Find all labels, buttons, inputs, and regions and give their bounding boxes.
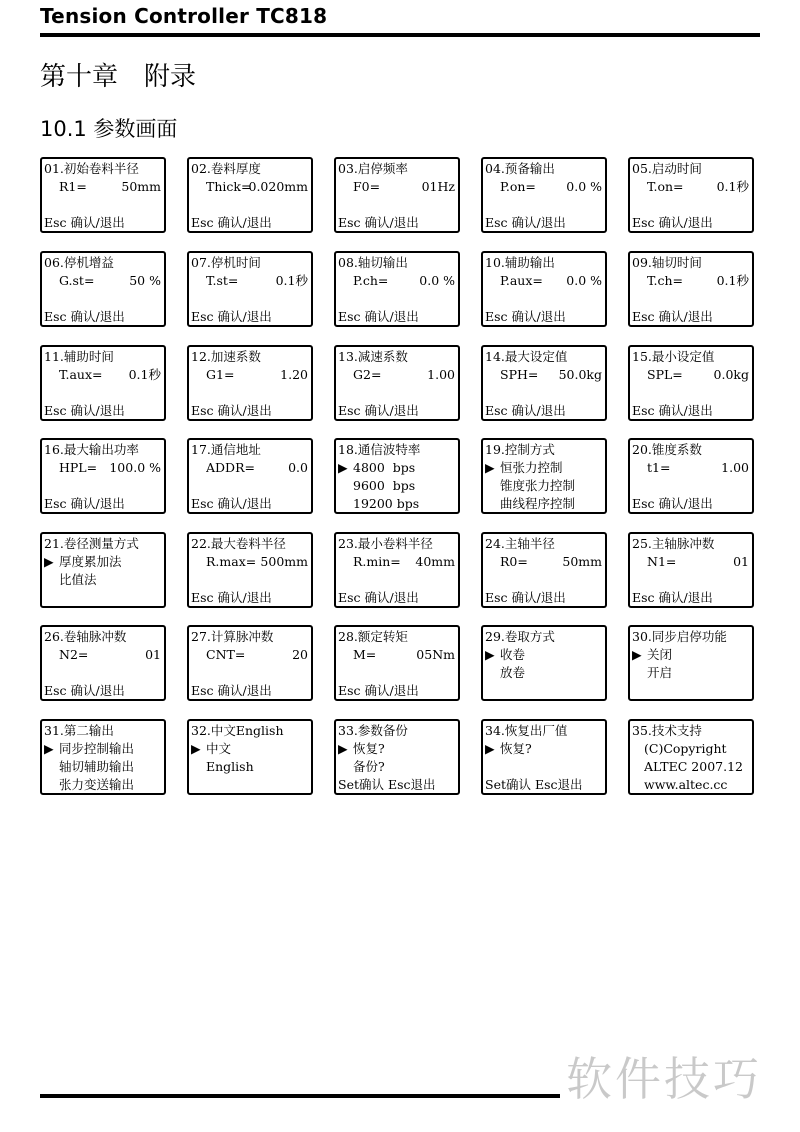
screen-footer: Esc 确认/退出	[632, 496, 713, 511]
option-label: 锥度张力控制	[500, 478, 576, 493]
parameter-line	[647, 178, 749, 196]
option-label: 恒张力控制	[500, 460, 563, 475]
option-line	[44, 758, 161, 776]
parameter-label: P.ch=	[353, 273, 389, 288]
screen-title: 09.轴切时间	[632, 255, 702, 270]
parameter-value: 50 %	[129, 273, 161, 288]
screen-title: 35.技术支持	[632, 723, 702, 738]
info-line: www.altec.cc	[644, 777, 728, 792]
parameter-label: P.on=	[500, 179, 536, 194]
parameter-value: 0.0kg	[713, 367, 749, 382]
parameter-screen	[334, 157, 460, 233]
screen-title: 26.卷轴脉冲数	[44, 629, 127, 644]
selection-arrow-icon: ▶	[44, 554, 54, 569]
parameter-line	[500, 366, 602, 384]
parameter-line	[647, 272, 749, 290]
screen-title: 27.计算脉冲数	[191, 629, 274, 644]
header-rule	[40, 33, 760, 37]
selection-arrow-icon: ▶	[485, 741, 495, 756]
parameter-label: N2=	[59, 647, 89, 662]
selection-arrow-icon: ▶	[44, 741, 54, 756]
option-label: 关闭	[647, 647, 673, 662]
parameter-value: 01	[145, 647, 161, 662]
screen-title: 21.卷径测量方式	[44, 536, 139, 551]
screen-title: 32.中文English	[191, 723, 284, 738]
parameter-label: SPH=	[500, 367, 539, 382]
parameter-line	[59, 646, 161, 664]
parameter-screen	[481, 719, 607, 795]
option-label: English	[206, 759, 254, 774]
parameter-screen	[187, 532, 313, 608]
parameter-line	[59, 272, 161, 290]
chapter-title: 第十章 附录	[40, 62, 197, 92]
screen-footer: Esc 确认/退出	[338, 215, 419, 230]
parameter-screen	[481, 625, 607, 701]
option-line	[44, 740, 161, 758]
option-line	[191, 758, 308, 776]
screen-title: 25.主轴脉冲数	[632, 536, 715, 551]
screen-title: 19.控制方式	[485, 442, 555, 457]
selection-arrow-icon: ▶	[338, 741, 348, 756]
screen-title: 28.额定转矩	[338, 629, 408, 644]
screen-title: 18.通信波特率	[338, 442, 421, 457]
screen-title: 29.卷取方式	[485, 629, 555, 644]
parameter-screen	[187, 157, 313, 233]
parameter-value: 100.0 %	[109, 460, 161, 475]
parameter-screen	[628, 625, 754, 701]
screen-title: 24.主轴半径	[485, 536, 555, 551]
option-label: 厚度累加法	[59, 554, 122, 569]
screen-footer: Esc 确认/退出	[485, 590, 566, 605]
screen-title: 13.减速系数	[338, 349, 408, 364]
parameter-screen	[40, 532, 166, 608]
parameter-line	[59, 178, 161, 196]
screen-title: 02.卷料厚度	[191, 161, 261, 176]
screen-footer: Esc 确认/退出	[191, 215, 272, 230]
screen-title: 30.同步启停功能	[632, 629, 727, 644]
parameter-screen-grid	[40, 157, 764, 807]
option-label: 恢复?	[500, 741, 532, 756]
parameter-line	[353, 646, 455, 664]
parameter-line	[206, 366, 308, 384]
screen-footer: Esc 确认/退出	[632, 215, 713, 230]
screen-footer: Set确认 Esc退出	[485, 777, 583, 792]
screen-footer: Esc 确认/退出	[191, 496, 272, 511]
selection-arrow-icon: ▶	[485, 647, 495, 662]
parameter-value: 50.0kg	[558, 367, 602, 382]
option-line	[44, 571, 161, 589]
screen-title: 23.最小卷料半径	[338, 536, 433, 551]
option-line	[44, 553, 161, 571]
parameter-screen	[481, 532, 607, 608]
screen-title: 10.辅助输出	[485, 255, 555, 270]
parameter-screen	[628, 532, 754, 608]
option-label: 张力变送输出	[59, 777, 135, 792]
parameter-value: 20	[292, 647, 308, 662]
screen-footer: Esc 确认/退出	[191, 590, 272, 605]
footer-rule	[40, 1094, 560, 1098]
option-line	[632, 664, 749, 682]
selection-arrow-icon: ▶	[485, 460, 495, 475]
parameter-line	[206, 646, 308, 664]
parameter-screen	[334, 251, 460, 327]
parameter-screen	[187, 251, 313, 327]
watermark: 软件技巧	[566, 1052, 762, 1106]
parameter-line	[353, 178, 455, 196]
parameter-line	[59, 459, 161, 477]
parameter-screen	[628, 157, 754, 233]
screen-footer: Esc 确认/退出	[191, 403, 272, 418]
parameter-line	[353, 553, 455, 571]
screen-footer: Esc 确认/退出	[191, 309, 272, 324]
screen-title: 05.启动时间	[632, 161, 702, 176]
screen-footer: Esc 确认/退出	[44, 683, 125, 698]
screen-title: 34.恢复出厂值	[485, 723, 568, 738]
parameter-label: T.aux=	[59, 367, 103, 382]
option-label: 中文	[206, 741, 232, 756]
parameter-label: Thick=	[206, 179, 252, 194]
parameter-line	[206, 178, 308, 196]
parameter-label: T.ch=	[647, 273, 683, 288]
parameter-line	[500, 178, 602, 196]
option-label: 19200 bps	[353, 496, 420, 511]
parameter-value: 40mm	[415, 554, 455, 569]
parameter-label: M=	[353, 647, 377, 662]
option-line	[485, 459, 602, 477]
parameter-label: R0=	[500, 554, 528, 569]
parameter-screen	[628, 251, 754, 327]
parameter-value: 0.0 %	[566, 273, 602, 288]
option-line	[338, 740, 455, 758]
option-label: 收卷	[500, 647, 526, 662]
parameter-label: G1=	[206, 367, 235, 382]
parameter-line	[647, 366, 749, 384]
option-line	[485, 495, 602, 513]
screen-title: 20.锥度系数	[632, 442, 702, 457]
parameter-line	[59, 366, 161, 384]
parameter-line	[353, 366, 455, 384]
parameter-value: 50mm	[562, 554, 602, 569]
screen-title: 33.参数备份	[338, 723, 408, 738]
parameter-label: R.min=	[353, 554, 401, 569]
screen-footer: Esc 确认/退出	[191, 683, 272, 698]
option-label: 开启	[647, 665, 673, 680]
parameter-label: T.on=	[647, 179, 684, 194]
parameter-screen	[187, 438, 313, 514]
parameter-screen	[481, 438, 607, 514]
parameter-label: HPL=	[59, 460, 98, 475]
screen-title: 22.最大卷料半径	[191, 536, 286, 551]
screen-footer: Esc 确认/退出	[632, 309, 713, 324]
parameter-screen	[40, 438, 166, 514]
selection-arrow-icon: ▶	[338, 460, 348, 475]
screen-title: 07.停机时间	[191, 255, 261, 270]
option-label: 9600 bps	[353, 478, 416, 493]
screen-footer: Esc 确认/退出	[485, 309, 566, 324]
option-line	[485, 477, 602, 495]
screen-footer: Esc 确认/退出	[44, 215, 125, 230]
screen-title: 11.辅助时间	[44, 349, 114, 364]
parameter-screen	[334, 719, 460, 795]
parameter-label: G2=	[353, 367, 382, 382]
parameter-screen	[187, 625, 313, 701]
parameter-screen	[187, 345, 313, 421]
option-line	[338, 459, 455, 477]
screen-footer: Esc 确认/退出	[632, 590, 713, 605]
parameter-value: 0.020mm	[248, 179, 308, 194]
screen-title: 15.最小设定值	[632, 349, 715, 364]
parameter-label: SPL=	[647, 367, 683, 382]
screen-footer: Esc 确认/退出	[485, 215, 566, 230]
parameter-label: F0=	[353, 179, 381, 194]
parameter-value: 01	[733, 554, 749, 569]
parameter-value: 1.00	[427, 367, 455, 382]
option-line	[338, 495, 455, 513]
screen-title: 08.轴切输出	[338, 255, 408, 270]
option-label: 备份?	[353, 759, 385, 774]
screen-title: 04.预备输出	[485, 161, 555, 176]
parameter-line	[647, 553, 749, 571]
parameter-value: 0.1秒	[716, 273, 749, 288]
parameter-label: T.st=	[206, 273, 239, 288]
screen-footer: Esc 确认/退出	[338, 309, 419, 324]
section-title: 10.1 参数画面	[40, 117, 178, 141]
parameter-value: 0.0	[288, 460, 308, 475]
parameter-value: 05Nm	[416, 647, 455, 662]
parameter-value: 0.0 %	[419, 273, 455, 288]
parameter-screen	[40, 251, 166, 327]
option-label: 比值法	[59, 572, 97, 587]
parameter-value: 1.20	[280, 367, 308, 382]
parameter-line	[206, 459, 308, 477]
screen-footer: Esc 确认/退出	[632, 403, 713, 418]
option-line	[485, 646, 602, 664]
parameter-label: R.max=	[206, 554, 257, 569]
screen-footer: Esc 确认/退出	[485, 403, 566, 418]
parameter-line	[500, 553, 602, 571]
screen-title: 06.停机增益	[44, 255, 114, 270]
option-line	[191, 740, 308, 758]
parameter-value: 500mm	[260, 554, 308, 569]
screen-title: 31.第二输出	[44, 723, 114, 738]
parameter-screen	[334, 345, 460, 421]
option-line	[44, 776, 161, 794]
selection-arrow-icon: ▶	[632, 647, 642, 662]
screen-title: 17.通信地址	[191, 442, 261, 457]
parameter-screen	[481, 251, 607, 327]
parameter-label: ADDR=	[206, 460, 255, 475]
option-label: 同步控制输出	[59, 741, 135, 756]
screen-footer: Esc 确认/退出	[44, 496, 125, 511]
option-line	[338, 477, 455, 495]
option-label: 放卷	[500, 665, 526, 680]
screen-footer: Set确认 Esc退出	[338, 777, 436, 792]
parameter-screen	[40, 345, 166, 421]
parameter-screen	[40, 625, 166, 701]
parameter-label: R1=	[59, 179, 87, 194]
option-label: 轴切辅助输出	[59, 759, 135, 774]
screen-title: 12.加速系数	[191, 349, 261, 364]
screen-title: 14.最大设定值	[485, 349, 568, 364]
parameter-screen	[628, 438, 754, 514]
parameter-screen	[187, 719, 313, 795]
parameter-label: CNT=	[206, 647, 246, 662]
parameter-line	[206, 272, 308, 290]
screen-footer: Esc 确认/退出	[44, 309, 125, 324]
parameter-line	[206, 553, 308, 571]
parameter-value: 50mm	[121, 179, 161, 194]
option-line	[485, 664, 602, 682]
option-line	[338, 758, 455, 776]
screen-footer: Esc 确认/退出	[338, 403, 419, 418]
screen-footer: Esc 确认/退出	[338, 590, 419, 605]
parameter-screen	[481, 157, 607, 233]
screen-title: 03.启停频率	[338, 161, 408, 176]
parameter-line	[353, 272, 455, 290]
parameter-screen	[334, 532, 460, 608]
option-line	[485, 740, 602, 758]
parameter-screen	[40, 157, 166, 233]
screen-footer: Esc 确认/退出	[44, 403, 125, 418]
parameter-label: N1=	[647, 554, 677, 569]
option-label: 4800 bps	[353, 460, 416, 475]
parameter-value: 0.1秒	[716, 179, 749, 194]
parameter-label: t1=	[647, 460, 671, 475]
parameter-value: 1.00	[721, 460, 749, 475]
parameter-screen	[628, 345, 754, 421]
parameter-value: 0.0 %	[566, 179, 602, 194]
option-line	[632, 646, 749, 664]
info-line: (C)Copyright	[644, 741, 727, 756]
parameter-screen	[334, 625, 460, 701]
option-label: 恢复?	[353, 741, 385, 756]
info-line: ALTEC 2007.12	[644, 759, 743, 774]
parameter-value: 01Hz	[421, 179, 455, 194]
parameter-screen	[628, 719, 754, 795]
parameter-label: G.st=	[59, 273, 95, 288]
parameter-screen	[481, 345, 607, 421]
screen-title: 16.最大输出功率	[44, 442, 139, 457]
parameter-screen	[40, 719, 166, 795]
screen-title: 01.初始卷料半径	[44, 161, 139, 176]
header-title: Tension Controller TC818	[40, 4, 328, 28]
parameter-line	[647, 459, 749, 477]
parameter-line	[500, 272, 602, 290]
parameter-value: 0.1秒	[128, 367, 161, 382]
parameter-screen	[334, 438, 460, 514]
option-label: 曲线程序控制	[500, 496, 576, 511]
parameter-value: 0.1秒	[275, 273, 308, 288]
screen-footer: Esc 确认/退出	[338, 683, 419, 698]
parameter-label: P.aux=	[500, 273, 543, 288]
selection-arrow-icon: ▶	[191, 741, 201, 756]
